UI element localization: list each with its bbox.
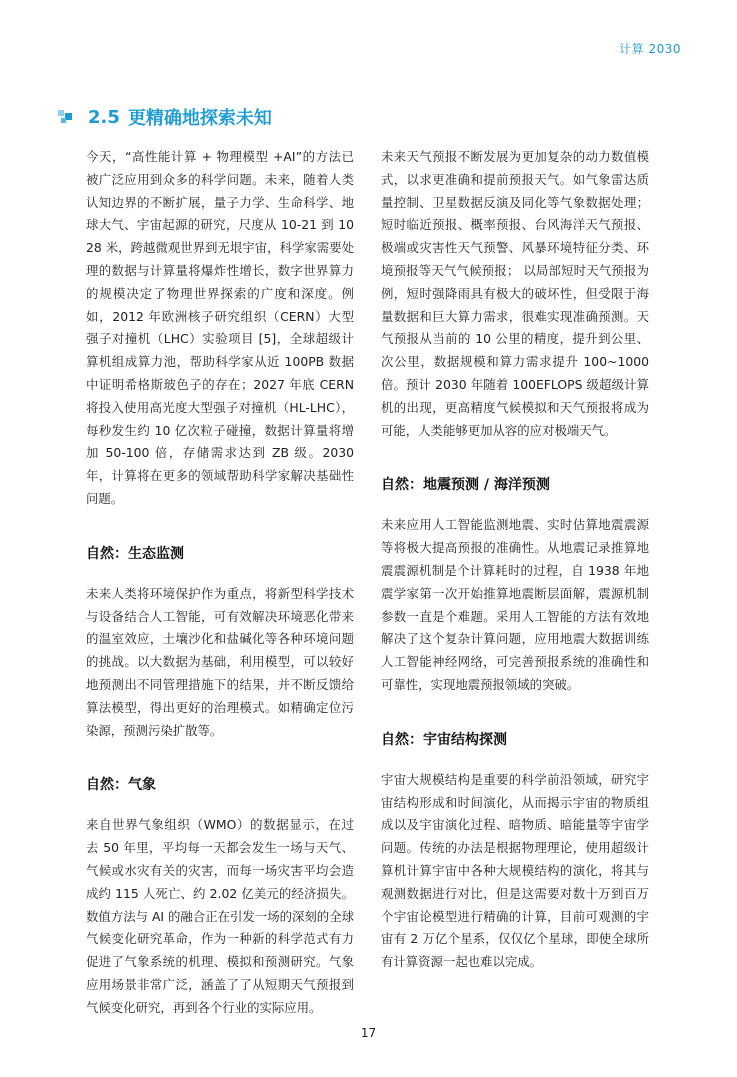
section-heading [58,104,272,130]
ecology-heading: 自然：生态监测 [86,545,184,562]
earthquake-paragraph: 未来应用人工智能监测地震、实时估算地震震源等将极大提高预报的准确性。从地震记录推算地震震源机制是个计算耗时的过程，自 1938 年地震学家第一次开始推算地震断层面解，震源机制参数一直是个难题。采用人工智能的方法有效地解决了这个复杂计算问题，应用地震大数据训练人工智能神经网络，可完善预报系统的准确性和可靠性，实现地震预报领域的突破。 [381,517,649,692]
right-column [381,146,649,974]
weather-continued-paragraph: 未来天气预报不断发展为更加复杂的动力数值模式，以求更准确和提前预报天气。如气象雷达质量控制、卫星数据反演及同化等气象数据处理；短时临近预报、概率预报、台风海洋天气预报、极端或灾害性天气预警、风暴环境特征分类、环境预报等天气气候预报； 以局部短时天气预报为例，短时强降雨具有极大的破坏性，但受限于海量数据和巨大算力需求，很难实现准确预测。天气预报从当前的 10 公里的精度，提升到公里、次公里，数据规模和算力需求提升 100~1000 倍。预计 2030 年随着 100EFLOPS 级超级计算机的出现，更高精度气候模拟和天气预报将成为可能，人类能够更加从容的应对极端天气。 [381,149,649,438]
weather-paragraph: 来自世界气象组织（WMO）的数据显示，在过去 50 年里，平均每一天都会发生一场与天气、气候或水灾有关的灾害，而每一场灾害平均会造成约 115 人死亡、约 2.02 亿美元的经济损失。数值方法与 AI 的融合正在引发一场的深刻的全球气候变化研究革命，作为一种新的科学范式有力促进了气象系统的机理、模拟和预测研究。气象应用场景非常广泛，涵盖了了从短期天气预报到气候变化研究，再到各个行业的实际应用。 [86,817,354,1015]
universe-paragraph: 宇宙大规模结构是重要的科学前沿领域，研究宇宙结构形成和时间演化，从而揭示宇宙的物质组成以及宇宙演化过程、暗物质、暗能量等宇宙学问题。传统的办法是根据物理理论，使用超级计算机计算宇宙中各种大规模结构的演化，将其与观测数据进行对比，但是这需要对数十万到百万个宇宙论模型进行精确的计算，目前可观测的宇宙有 2 万亿个星系，仅仅亿个星球，即使全球所有计算资源一起也难以完成。 [381,771,649,970]
section-title: 更精确地探索未知 [127,108,272,129]
section-number: 2.5 [88,106,120,128]
earthquake-heading: 自然：地震预测 / 海洋预测 [381,477,550,494]
page-number: 17 [360,1026,377,1040]
universe-heading: 自然：宇宙结构探测 [381,731,507,748]
left-column [86,146,354,1020]
running-header: 计算 2030 [619,42,681,56]
ecology-paragraph: 未来人类将环境保护作为重点，将新型科学技术与设备结合人工智能，可有效解决环境恶化带来的温室效应，土壤沙化和盐碱化等各种环境问题的挑战。以大数据为基础，利用模型，可以较好地预测出不同管理措施下的结果，并不断反馈给算法模型，得出更好的治理模式。如精确定位污染源，预测污染扩散等。 [86,585,354,738]
weather-heading: 自然：气象 [86,777,156,794]
section-squares-icon [58,110,80,124]
intro-paragraph: 今天，“高性能计算 + 物理模型 +AI”的方法已被广泛应用到众多的科学问题。未来，随着人类认知边界的不断扩展，量子力学、生命科学、地球大气、宇宙起源的研究，尺度从 10-21 到 1028 米，跨越微观世界到无垠宇宙，科学家需要处理的数据与计算量将爆炸性增长，数字世界算力的规模决定了物理世界探索的广度和深度。例如，2012 年欧洲核子研究组织（CERN）大型强子对撞机（LHC）实验项目 [5]，全球超级计算机组成算力池，帮助科学家从近 100PB 数据中证明希格斯玻色子的存在；2027 年底 CERN 将投入使用高光度大型强子对撞机（HL-LHC），每秒发生约 10 亿次粒子碰撞，数据计算量将增加 50-100 倍，存储需求达到 ZB 级。2030 年，计算将在更多的领域帮助科学家解决基础性问题。 [86,149,354,506]
